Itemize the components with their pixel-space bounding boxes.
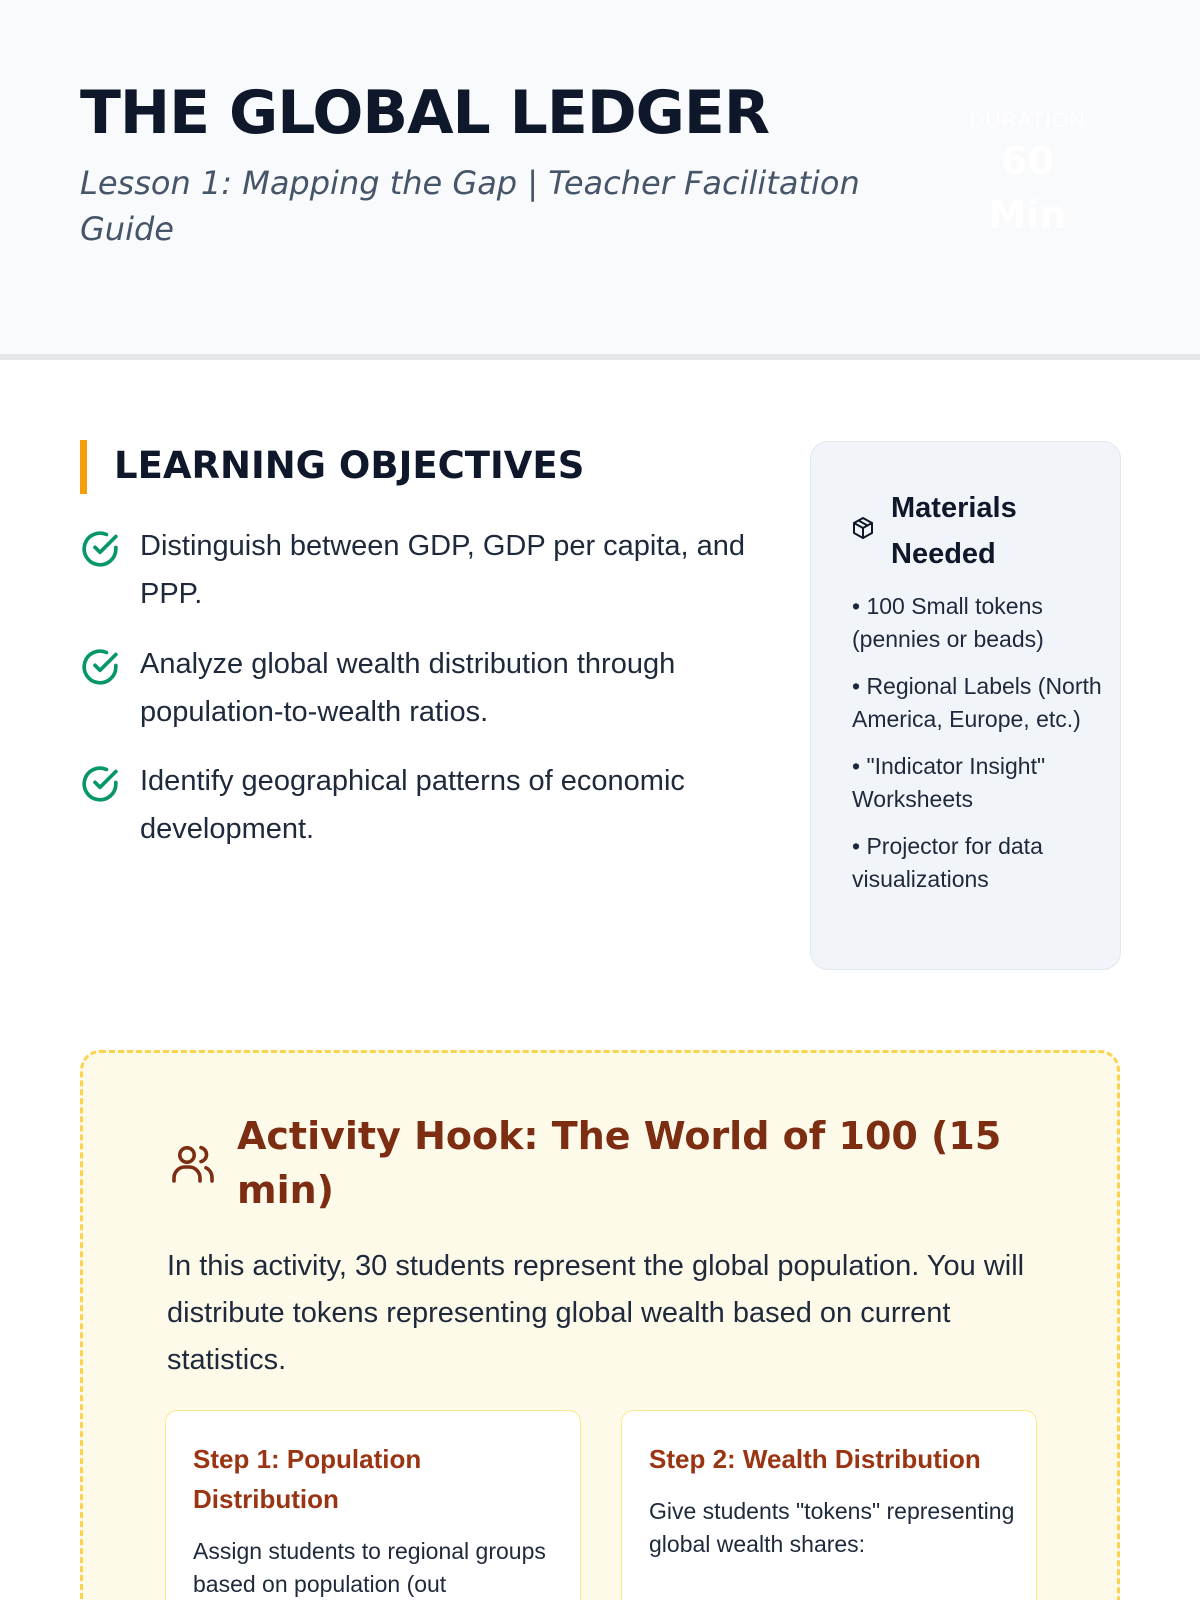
check-circle-icon	[80, 764, 120, 804]
step-title: Step 2: Wealth Distribution	[649, 1444, 981, 1474]
step-card	[165, 1410, 581, 1600]
materials-card	[810, 441, 1121, 970]
objectives-accent-bar	[80, 440, 87, 494]
objective-text: Distinguish between GDP, GDP per capita, and PPP.	[140, 530, 746, 610]
lesson-header	[0, 0, 1200, 360]
check-circle-icon	[80, 647, 120, 687]
duration-value: 60	[1001, 139, 1054, 183]
materials-item: • Regional Labels (North America, Europe, etc.)	[852, 673, 1102, 732]
users-icon	[169, 1139, 217, 1187]
step-title: Step 1: Population Distribution	[193, 1444, 422, 1514]
materials-item: • "Indicator Insight" Worksheets	[852, 753, 1046, 812]
step-text: Give students "tokens" representing global wealth shares:	[649, 1498, 1015, 1557]
activity-heading: Activity Hook: The World of 100 (15 min)	[237, 1114, 1002, 1212]
duration-badge	[940, 108, 1115, 242]
step-text: Assign students to regional groups based on population (out	[193, 1538, 546, 1597]
duration-unit: Min	[988, 193, 1067, 237]
check-circle-icon	[80, 529, 120, 569]
objectives-heading: LEARNING OBJECTIVES	[114, 444, 585, 487]
step-card	[621, 1410, 1037, 1600]
materials-item: • 100 Small tokens (pennies or beads)	[852, 593, 1044, 652]
duration-label: DURATION	[969, 109, 1086, 132]
materials-item: • Projector for data visualizations	[852, 833, 1043, 892]
box-icon	[851, 516, 875, 540]
page-title: THE GLOBAL LEDGER	[80, 78, 770, 148]
activity-description: In this activity, 30 students represent the global population. You will distribute tokens representing global wealth based on current statistics.	[167, 1250, 1025, 1376]
materials-list	[852, 590, 1112, 910]
objective-text: Identify geographical patterns of economic development.	[140, 765, 685, 845]
objective-text: Analyze global wealth distribution through population-to-wealth ratios.	[140, 648, 676, 728]
activity-hook-card	[80, 1050, 1120, 1600]
materials-heading: Materials Needed	[891, 492, 1017, 570]
page-subtitle: Lesson 1: Mapping the Gap | Teacher Facilitation Guide	[80, 164, 860, 248]
